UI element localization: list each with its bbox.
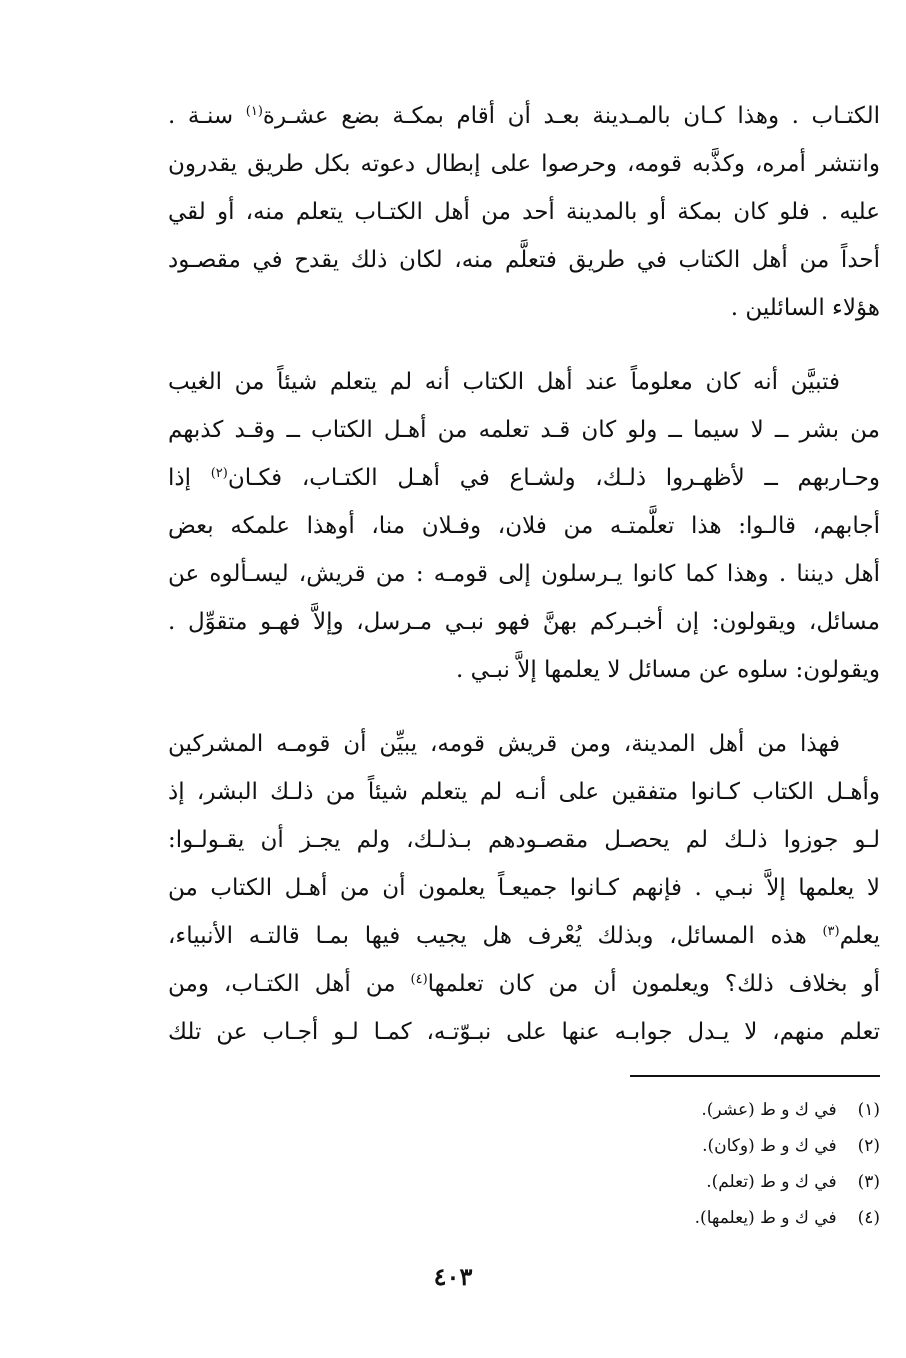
line-text: من أهل الكتـاب، ومن — [168, 971, 411, 997]
footnote-marker[interactable]: (٢) — [210, 466, 228, 481]
footnote-text: في ك و ط (تعلم). — [706, 1172, 837, 1192]
line-text: إذا — [168, 465, 211, 491]
footnote-number: (١) — [857, 1100, 880, 1120]
paragraph-spacer — [168, 332, 880, 358]
footnotes — [560, 1092, 880, 1236]
footnote-marker[interactable]: (٤) — [410, 972, 428, 987]
line-text: أو بخلاف ذلك؟ ويعلمون أن من كان تعلمها — [427, 971, 880, 997]
text-line: أهل ديننا . وهذا كما كانوا يـرسلون إلى قومـه : من قريش، ليسـألوه عن — [168, 561, 880, 587]
text-line: أجابهم، قالـوا: هذا تعلَّمتـه من فلان، وفـلان منا، أوهذا علمكه بعض — [168, 513, 880, 539]
main-text — [168, 92, 880, 1056]
text-line: فهذا من أهل المدينة، ومن قريش قومه، يبيِّن أن قومـه المشركين — [168, 731, 840, 757]
footnote-item — [560, 1164, 880, 1200]
line-text: هذه المسائل، وبذلك يُعْرف هل يجيب فيها بمـا قالتـه الأنبياء، — [168, 923, 823, 949]
text-line: وأهـل الكتاب كـانوا متفقين على أنـه لم يتعلم شيئاً من ذلـك البشر، إذ — [168, 779, 880, 805]
paragraph-2 — [168, 358, 880, 694]
footnote-text: في ك و ط (وكان). — [702, 1136, 837, 1156]
text-line: وانتشر أمره، وكذَّبه قومه، وحرصوا على إبطال دعوته بكل طريق يقدرون — [168, 151, 880, 177]
text-line: لا يعلمها إلاَّ نبـي . فإنهم كـانوا جميعـاً يعلمون أن من أهـل الكتاب من — [168, 875, 880, 901]
footnote-item — [560, 1128, 880, 1164]
page-number: ٤٠٣ — [433, 1262, 473, 1291]
footnote-number: (٢) — [857, 1136, 880, 1156]
paragraph-3 — [168, 720, 880, 1056]
paragraph-spacer — [168, 694, 880, 720]
footnote-number: (٣) — [857, 1172, 880, 1192]
line-text: يعلم — [839, 923, 880, 949]
text-line — [168, 960, 880, 1008]
text-line: لـو جوزوا ذلـك لم يحصـل مقصـودهم بـذلـك، ولم يجـز أن يقـولـوا: — [168, 827, 880, 853]
footnote-divider — [630, 1075, 880, 1077]
line-text: وحـاربهم ــ لأظهـروا ذلـك، ولشـاع في أهـل الكتـاب، فكـان — [227, 465, 880, 491]
text-line — [168, 454, 880, 502]
footnote-marker[interactable]: (٣) — [822, 924, 840, 939]
line-text: الكتـاب . وهذا كـان بالمـدينة بعـد أن أقام بمكـة بضع عشـرة — [262, 103, 880, 129]
footnote-text: في ك و ط (عشر). — [701, 1100, 837, 1120]
paragraph-1 — [168, 92, 880, 332]
text-line: من بشر ــ لا سيما ــ ولو كان قـد تعلمه من أهـل الكتاب ــ وقـد كذبهم — [168, 417, 880, 443]
footnote-text: في ك و ط (يعلمها). — [694, 1208, 837, 1228]
footnote-number: (٤) — [857, 1208, 880, 1228]
text-line: ويقولون: سلوه عن مسائل لا يعلمها إلاَّ نبـي . — [456, 657, 880, 683]
footnote-item — [560, 1200, 880, 1236]
text-line: مسائل، ويقولون: إن أخبـركم بهنَّ فهو نبـي مـرسل، وإلاَّ فهـو متقوِّل . — [168, 609, 880, 635]
text-line: فتبيَّن أنه كان معلوماً عند أهل الكتاب أنه لم يتعلم شيئاً من الغيب — [168, 369, 840, 395]
footnote-item — [560, 1092, 880, 1128]
footnote-marker[interactable]: (١) — [245, 104, 263, 119]
line-text: سنـة . — [168, 103, 246, 129]
text-line: عليه . فلو كان بمكة أو بالمدينة أحد من أهل الكتـاب يتعلم منه، أو لقي — [168, 199, 880, 225]
text-line: هؤلاء السائلين . — [730, 295, 880, 321]
text-line: أحداً من أهل الكتاب في طريق فتعلَّم منه، لكان ذلك يقدح في مقصـود — [168, 247, 880, 273]
text-line — [168, 92, 880, 140]
text-line — [168, 912, 880, 960]
text-line: تعلم منهم، لا يـدل جوابـه عنها على نبـوّتـه، كمـا لـو أجـاب عن تلك — [168, 1019, 880, 1045]
